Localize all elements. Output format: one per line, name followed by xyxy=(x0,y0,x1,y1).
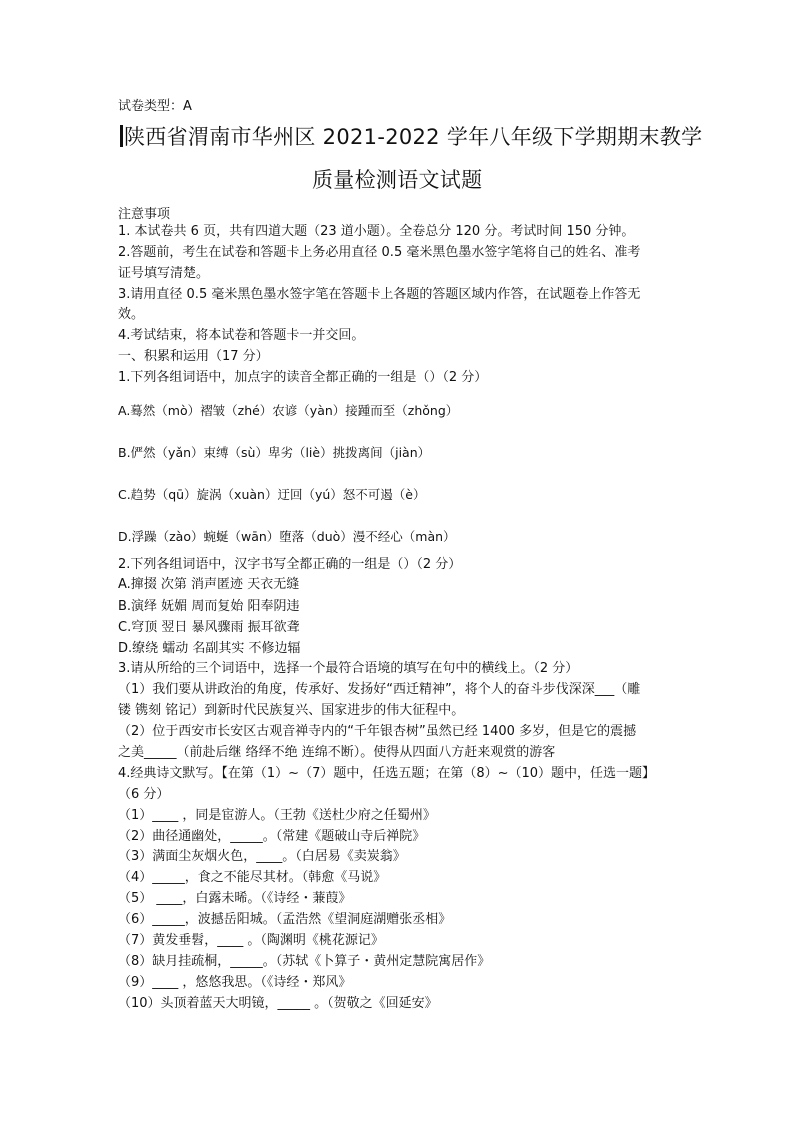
notice-heading: 注意事项 xyxy=(118,207,171,222)
question-1-stem: 1.下列各组词语中，加点字的读音全都正确的一组是（）（2 分） xyxy=(118,370,488,385)
notice-item: 2.答题前，考生在试卷和答题卡上务必用直径 0.5 毫米黑色墨水签字笔将自己的姓名、准考 xyxy=(118,245,641,260)
notice-item: 3.请用直径 0.5 毫米黑色墨水签字笔在答题卡上各题的答题区域内作答，在试题卷上作答无 xyxy=(118,287,641,302)
question-4-item: （3）满面尘灰烟火色，____。（白居易《卖炭翁》 xyxy=(118,849,406,864)
page-title-line2: 质量检测语文试题 xyxy=(312,168,483,192)
question-4-item: （2）曲径通幽处，_____。（常建《题破山寺后禅院》 xyxy=(118,829,426,844)
question-2-option-d: D.缭绕 蠕动 名副其实 不修边辐 xyxy=(118,641,301,656)
notice-item: 效。 xyxy=(118,307,145,322)
question-2-option-c: C.穹顶 翌日 暴风骤雨 振耳欲聋 xyxy=(118,620,300,635)
question-1-option-a: A.蓦然（mò）褶皱（zhé）农谚（yàn）接踵而至（zhǒng） xyxy=(118,403,459,418)
question-3-line: 镂 镌刻 铭记）到新时代民族复兴、国家进步的伟大征程中。 xyxy=(118,703,465,718)
question-4-item: （1）____ ，同是宦游人。（王勃《送杜少府之任蜀州》 xyxy=(118,808,436,823)
question-4-item: （6）_____，波撼岳阳城。（孟浩然《望洞庭湖赠张丞相》 xyxy=(118,912,452,927)
question-3-line: 之美_____（前赴后继 络绎不绝 连绵不断）。使得从四面八方赶来观赏的游客 xyxy=(118,745,556,760)
page-title-line1 xyxy=(120,122,702,152)
question-1-option-d: D.浮躁（zào）蜿蜒（wān）堕落（duò）漫不经心（màn） xyxy=(118,529,456,544)
question-4-item: （8）缺月挂疏桐，_____。（苏轼《卜算子・黄州定慧院寓居作》 xyxy=(118,954,491,969)
title-line1-text: 陕西省渭南市华州区 2021-2022 学年八年级下学期期末教学 xyxy=(124,125,703,149)
question-2-option-a: A.撺掇 次第 消声匿迹 天衣无缝 xyxy=(118,577,300,592)
question-4-item: （5） ____，白露未晞。（《诗经・蒹葭》 xyxy=(118,891,352,906)
question-4-stem: 4.经典诗文默写。【在第（1）~（7）题中，任选五题；在第（8）~（10）题中，任选一题】 xyxy=(118,766,656,781)
section-heading: 一、积累和运用（17 分） xyxy=(118,349,269,364)
notice-item: 1. 本试卷共 6 页，共有四道大题（23 道小题）。全卷总分 120 分。考试时间 150 分钟。 xyxy=(118,224,635,239)
question-4-item: （7）黄发垂髫，____ 。（陶渊明《桃花源记》 xyxy=(118,933,384,948)
question-3-line: （1）我们要从讲政治的角度，传承好、发扬好“西迁精神”，将个人的奋斗步伐深深___（雕 xyxy=(118,682,641,697)
question-3-line: （2）位于西安市长安区古观音禅寺内的“千年银杏树”虽然已经 1400 多岁，但是它的震撼 xyxy=(118,724,637,739)
paper-type: 试卷类型：A xyxy=(118,99,192,114)
question-4-score: （6 分） xyxy=(118,787,170,802)
question-2-option-b: B.演绎 妩媚 周而复始 阳奉阴违 xyxy=(118,599,300,614)
question-3-stem: 3.请从所给的三个词语中，选择一个最符合语境的填写在句中的横线上。（2 分） xyxy=(118,661,579,676)
question-1-option-c: C.趋势（qū）旋涡（xuàn）迂回（yú）怒不可遏（è） xyxy=(118,487,426,502)
notice-item: 4.考试结束，将本试卷和答题卡一并交回。 xyxy=(118,328,365,343)
question-4-item: （9）____ ，悠悠我思。（《诗经・郑风》 xyxy=(118,975,352,990)
question-4-item: （10）头顶着蓝天大明镜，_____ 。（贺敬之《回延安》 xyxy=(118,996,438,1011)
notice-item: 证号填写清楚。 xyxy=(118,266,210,281)
question-1-option-b: B.俨然（yǎn）束缚（sù）卑劣（liè）挑拨离间（jiàn） xyxy=(118,445,431,460)
question-4-item: （4）_____，食之不能尽其材。（韩愈《马说》 xyxy=(118,870,387,885)
question-2-stem: 2.下列各组词语中，汉字书写全都正确的一组是（）（2 分） xyxy=(118,557,462,572)
cursor-mark xyxy=(120,125,123,147)
